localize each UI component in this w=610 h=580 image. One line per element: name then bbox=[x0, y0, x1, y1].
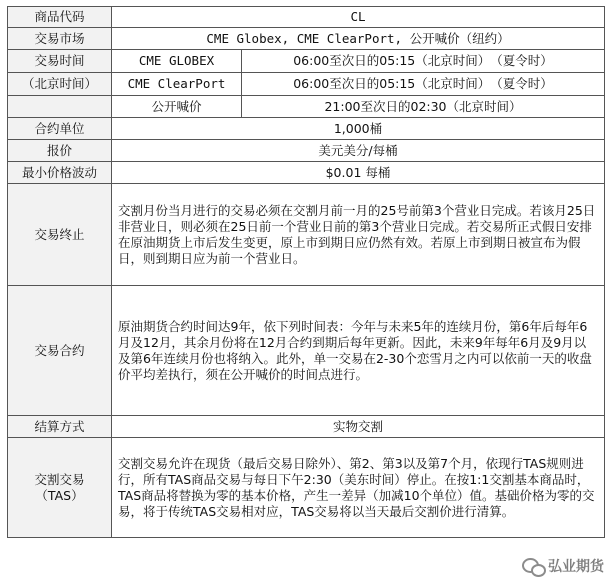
value-code: CL bbox=[112, 7, 605, 28]
label-termination: 交易终止 bbox=[8, 184, 112, 286]
value-quote: 美元美分/每桶 bbox=[112, 140, 605, 162]
label-code: 商品代码 bbox=[8, 7, 112, 28]
row-trading-open-outcry bbox=[8, 96, 605, 118]
value-market: CME Globex, CME ClearPort, 公开喊价（纽约） bbox=[112, 28, 605, 50]
label-beijing-time: （北京时间） bbox=[8, 73, 112, 96]
hours-clearport: 06:00至次日的05:15（北京时间） （夏令时） bbox=[242, 73, 605, 96]
row-termination bbox=[8, 184, 605, 286]
label-trading-time: 交易时间 bbox=[8, 50, 112, 73]
hours-globex: 06:00至次日的05:15（北京时间） （夏令时） bbox=[242, 50, 605, 73]
label-listed: 交易合约 bbox=[8, 286, 112, 416]
watermark bbox=[522, 556, 604, 576]
value-termination: 交割月份当月进行的交易必须在交割月前一月的25号前第3个营业日完成。若该月25日非营业日，则必须在25日前一个营业日前的第3个营业日完成。若交易所正式假日安排在原油期货上市后发生变更，原上市到期日应仍然有效。若原上市到期日被宣布为假日，则到期日应为前一个营业日。 bbox=[112, 184, 605, 286]
value-tas: 交割交易允许在现货（最后交易日除外）、第2、第3以及第7个月，依现行TAS规则进行，所有TAS商品交易与每日下午2:30（美东时间）停止。在按1:1交割基本商品时，TAS商品将替换为零的基本价格，产生一差异（加减10个单位）值。基础价格为零的交易，将于传统TAS交易相对应，TAS交易将以当天最后交割价进行清算。 bbox=[112, 438, 605, 538]
row-listed bbox=[8, 286, 605, 416]
row-tick bbox=[8, 162, 605, 184]
label-quote: 报价 bbox=[8, 140, 112, 162]
value-tick: $0.01 每桶 bbox=[112, 162, 605, 184]
venue-globex: CME GLOBEX bbox=[112, 50, 242, 73]
label-contract-unit: 合约单位 bbox=[8, 118, 112, 140]
hours-open-outcry: 21:00至次日的02:30（北京时间） bbox=[242, 96, 605, 118]
value-listed: 原油期货合约时间达9年，依下列时间表：今年与未来5年的连续月份，第6年后每年6月及12月，其余月份将在12月合约到期后每年更新。因此，未来9年每年6月及9月以及第6年连续月份也将纳入。此外，单一交易在2-30个恋雪月之内可以依前一天的收盘价平均差执行，须在公开喊价的时间点进行。 bbox=[112, 286, 605, 416]
row-contract-unit bbox=[8, 118, 605, 140]
row-trading-globex bbox=[8, 50, 605, 73]
venue-clearport: CME ClearPort bbox=[112, 73, 242, 96]
row-quote bbox=[8, 140, 605, 162]
row-code bbox=[8, 7, 605, 28]
value-contract-unit: 1,000桶 bbox=[112, 118, 605, 140]
row-tas bbox=[8, 438, 605, 538]
row-market bbox=[8, 28, 605, 50]
row-settlement bbox=[8, 416, 605, 438]
value-settlement: 实物交割 bbox=[112, 416, 605, 438]
venue-open-outcry: 公开喊价 bbox=[112, 96, 242, 118]
row-trading-clearport bbox=[8, 73, 605, 96]
label-market: 交易市场 bbox=[8, 28, 112, 50]
label-tick: 最小价格波动 bbox=[8, 162, 112, 184]
label-tas-sub: （TAS） bbox=[35, 487, 84, 503]
label-settlement: 结算方式 bbox=[8, 416, 112, 438]
label-tas bbox=[8, 438, 112, 538]
label-tas-main: 交割交易 bbox=[34, 471, 85, 487]
watermark-text: 弘业期货 bbox=[548, 559, 604, 575]
label-empty bbox=[8, 96, 112, 118]
contract-spec-table bbox=[7, 6, 605, 538]
wechat-icon bbox=[522, 557, 544, 575]
